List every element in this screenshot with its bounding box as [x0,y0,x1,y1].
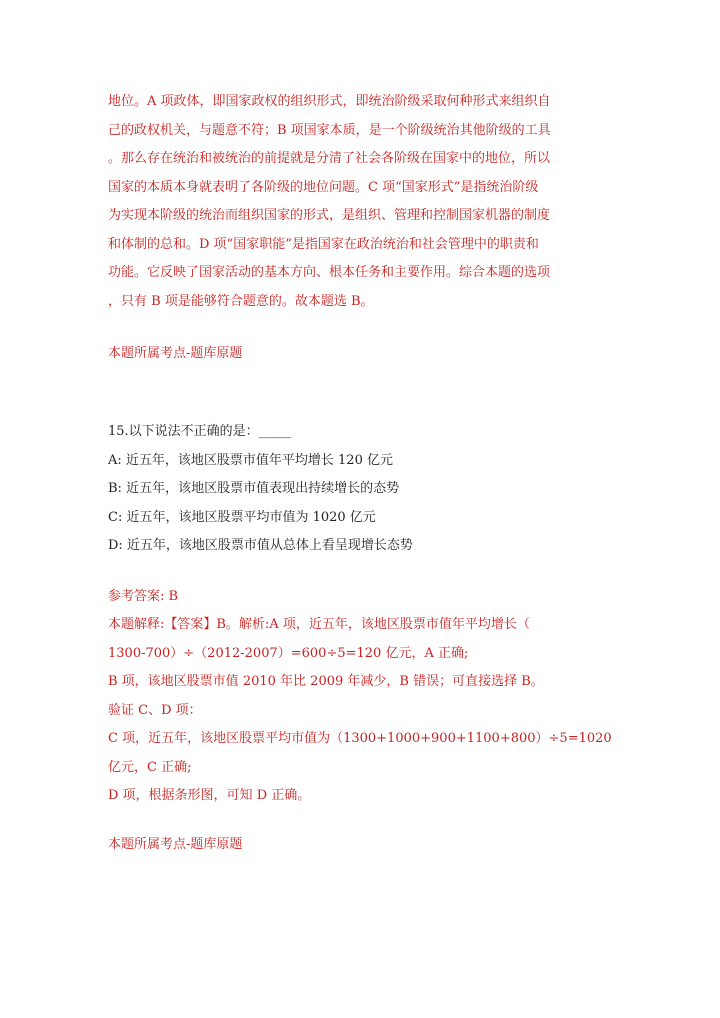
explanation-line: 和体制的总和。D 项“国家职能”是指国家在政治统治和社会管理中的职责和 [108,236,539,252]
option-c: C: 近五年，该地区股票平均市值为 1020 亿元 [108,509,376,525]
answer-block [108,583,618,811]
explanation-line: 功能。它反映了国家活动的基本方向、根本任务和主要作用。综合本题的选项 [108,265,551,280]
explanation-line: 己的政权机关，与题意不符；B 项国家本质，是一个阶级统治其他阶级的工具 [108,122,551,138]
document-page [108,88,618,859]
option-d: D: 近五年，该地区股票市值从总体上看呈现增长态势 [108,538,413,553]
source-label-2: 本题所属考点-题库原题 [108,836,243,852]
option-a: A: 近五年，该地区股票市值年平均增长 120 亿元 [108,452,393,468]
answer-line: 本题解释:【答案】B。解析:A 项，近五年，该地区股票市值年平均增长（ [108,617,530,632]
answer-line: 验证 C、D 项： [108,702,202,718]
answer-line: 亿元，C 正确; [108,759,192,775]
option-b: B: 近五年，该地区股票市值表现出持续增长的态势 [108,481,400,496]
question-stem: 15.以下说法不正确的是：_____ [108,424,292,439]
answer-line: B 项，该地区股票市值 2010 年比 2009 年减少，B 错误；可直接选择 B。 [108,674,544,689]
explanation-line: 国家的本质本身就表明了各阶级的地位问题。C 项“国家形式”是指统治阶级 [108,179,539,195]
explanation-line: 。那么存在统治和被统治的前提就是分清了社会各阶级在国家中的地位，所以 [108,151,551,166]
answer-line: D 项，根据条形图，可知 D 正确。 [108,788,311,803]
answer-line: C 项，近五年，该地区股票平均市值为（1300+1000+900+1100+800）÷5=1020 [108,731,612,746]
explanation-line: 为实现本阶级的统治而组织国家的形式，是组织、管理和控制国家机器的制度 [108,208,551,223]
answer-line: 1300-700）÷（2012-2007）=600÷5=120 亿元，A 正确; [108,645,469,661]
question-block [108,418,618,561]
source-label-1: 本题所属考点-题库原题 [108,346,243,361]
explanation-line: ，只有 B 项是能够符合题意的。故本题选 B。 [108,293,374,309]
reference-answer: 参考答案: B [108,588,179,604]
explanation-continued [108,88,618,316]
explanation-line: 地位。A 项政体，即国家政权的组织形式，即统治阶级采取何种形式来组织自 [108,94,551,109]
